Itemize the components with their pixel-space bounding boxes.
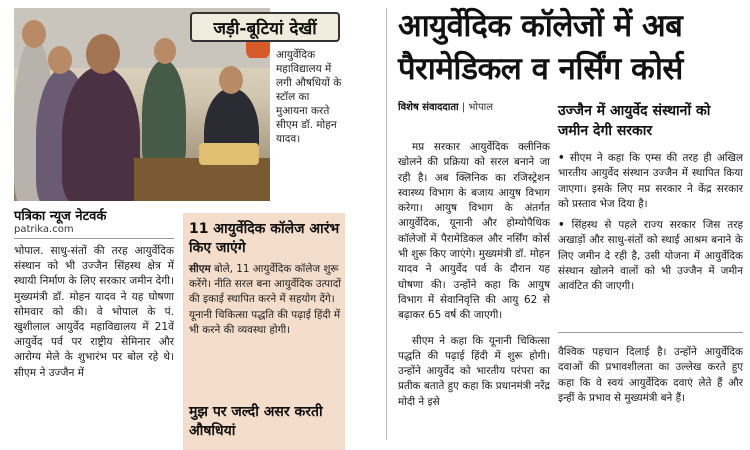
bullet-item bbox=[558, 151, 743, 212]
box-body-text: बोले, 11 आयुर्वेदिक कॉलेज शुरू करेंगे। नीति सरल बना आयुर्वेदिक उत्पादों की इकाई स्थापित करने में सहयोग देंगे। यूनानी चिकित्सा पद्धति की पढ़ाई हिंदी में भी करने की व्यवस्था होगी। bbox=[189, 263, 341, 336]
left-article-text: भोपाल. साधु-संतों की तरह आयुर्वेदिक संस्थान को भी उज्जैन सिंहस्थ क्षेत्र में स्थायी निर्माण के लिए सरकार जमीन देगी। मुख्यमंत्री डॉ. मोहन यादव ने यह घोषणा सोमवार को की। वे भोपाल के पं. खुशीलाल आयुर्वेद महाविद्यालय में 21वें आयुर्वेद पर्व पर राष्ट्रीय सेमिनार और आरोग्य मेले के शुभारंभ पर बोल रहे थे। सीएम ने उज्जैन में bbox=[14, 245, 174, 379]
main-headline: आयुर्वेदिक कॉलेजों में अब पैरामेडिकल व नर्सिंग कोर्स bbox=[398, 8, 683, 87]
divider bbox=[558, 332, 743, 333]
column-divider bbox=[386, 8, 387, 440]
right-bullets bbox=[558, 151, 743, 295]
paragraph-1: मप्र सरकार आयुर्वेदिक क्लीनिक खोलने की प्रक्रिया को सरल बनाने जा रही है। अब क्लिनिक का रजिस्ट्रेशन स्वास्थ्य विभाग के बजाय आयुष विभाग करेगा। आयुष विभाग के अंतर्गत आयुर्वेदिक, यूनानी और होम्योपैथिक कॉलेजों में पैरामेडिकल और नर्सिंग कोर्स भी शुरू किए जाएंगे। मुख्यमंत्री डॉ. मोहन यादव ने आयुर्वेद पर्व के दौरान यह घोषणा की। उन्होंने कहा कि आयुष विभाग में सेवानिवृत्ति की आयु 62 से बढ़ाकर 65 वर्ष की जाएगी। bbox=[398, 141, 551, 322]
photo-caption: आयुर्वेदिक महाविद्यालय में लगी औषधियों के स्टॉल का मुआयना करते सीएम डॉ. मोहन यादव। bbox=[276, 49, 342, 145]
right-byline bbox=[398, 99, 493, 113]
bullet-text: सीएम ने कहा कि एम्स की तरह ही अखिल भारतीय आयुर्वेद संस्थान उज्जैन में स्थापित किया जाएगा। इसके लिए मप्र सरकार ने केंद्र सरकार को प्रस्ताव भेज दिया है। bbox=[558, 152, 743, 210]
bullet-item bbox=[558, 218, 743, 294]
left-byline: पत्रिका न्यूज नेटवर्क bbox=[14, 209, 107, 224]
box-title: 11 आयुर्वेदिक कॉलेज आरंभ किए जाएंगे bbox=[189, 221, 340, 256]
divider bbox=[14, 238, 174, 239]
paragraph-2: सीएम ने कहा कि यूनानी चिकित्सा पद्धति की पढ़ाई हिंदी में शुरू होगी। उन्होंने आयुर्वेद को भारतीय परंपरा का प्रतीक बताते हुए कहा कि प्रधानमंत्री नरेंद्र मोदी ने इसे bbox=[398, 334, 550, 408]
box-body bbox=[189, 262, 341, 338]
site-name: patrika.com bbox=[14, 224, 74, 235]
box-subhead: मुझ पर जल्दी असर करती औषधियां bbox=[189, 404, 323, 439]
box-lead: सीएम bbox=[189, 263, 211, 275]
photo-label: जड़ी-बूटियां देखीं bbox=[190, 12, 340, 42]
right-subhead: उज्जैन में आयुर्वेद संस्थानों को जमीन देगी सरकार bbox=[558, 103, 711, 139]
byline-place: | भोपाल bbox=[458, 102, 494, 113]
right-bottom-text: वैश्विक पहचान दिलाई है। उन्होंने आयुर्वेदिक दवाओं की प्रभावशीलता का उल्लेख करते हुए कहा कि वे स्वयं आयुर्वेदिक दवाएं लेते हैं और इन्हीं के प्रभाव से मुख्यमंत्री बने हैं। bbox=[558, 346, 743, 404]
byline-name: विशेष संवाददाता bbox=[398, 102, 459, 113]
middle-article-column bbox=[398, 140, 550, 410]
bullet-text: सिंहस्थ से पहले राज्य सरकार जिस तरह अखाड़ों और साधु-संतों को स्थाई आश्रम बनाने के लिए जमीन दे रही है, उसी योजना में आयुर्वेदिक संस्थान खोलने वालों को भी उज्जैन में जमीन आवंटित की जाएगी। bbox=[558, 219, 743, 293]
bullet-symbol: • bbox=[558, 219, 565, 232]
bullet-symbol: • bbox=[558, 152, 565, 164]
